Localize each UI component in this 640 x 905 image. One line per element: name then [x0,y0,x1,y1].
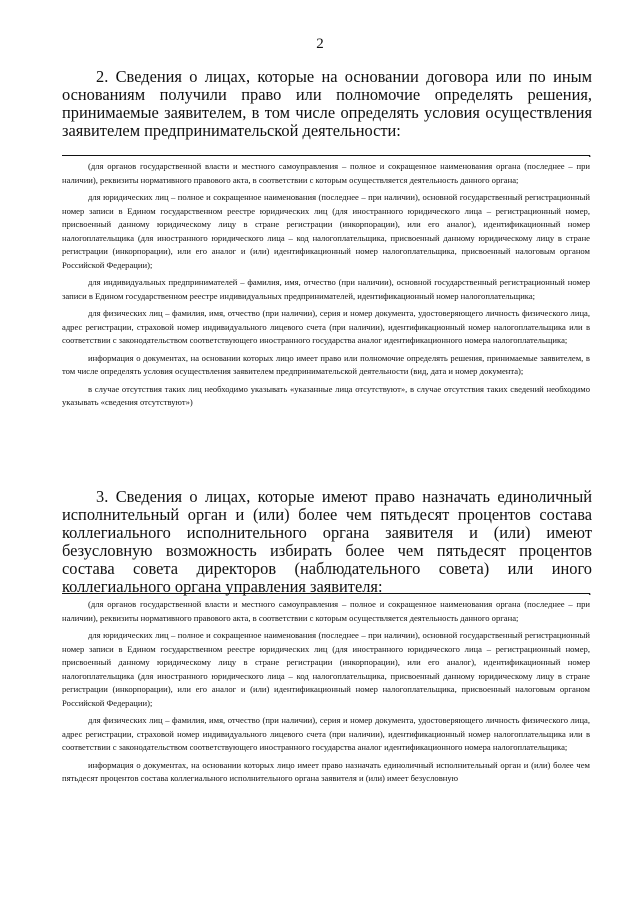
section-3-fill-line [62,593,590,594]
section-2-note-gov: (для органов государственной власти и местного самоуправления – полное и сокращенное наименования органа (последнее – при наличии), реквизиты нормативного правового акта, в соответствии с которым осуществляется деятельность данного органа; [62,161,590,185]
section-3-notes [62,598,590,786]
section-2-heading [62,68,592,140]
section-2-fill-line [62,155,590,156]
section-2-note-legal: для юридических лиц – полное и сокращенное наименования (последнее – при наличии), основной государственный регистрационный номер записи в Едином государственном реестре юридических лиц (для иностранного юридического лица – регистрационный номер, присвоенный данному юридическому лицу в стране регистрации (инкорпорации), или его аналог), идентификационный номер налогоплательщика (для иностранного юридического лица – код налогоплательщика, присвоенный данному юридическому лицу в стране регистрации (инкорпорации), или его аналог и (или) идентификационный номер налогоплательщика, присвоенный налоговым органом Российской Федерации); [62,192,590,270]
section-2-fill-end: . [588,146,592,161]
section-2-heading-text: 2. Сведения о лицах, которые на основании договора или по иным основаниям получили право или полномочие определять решения, принимаемые заявителем, в том числе определять условия осуществления заявителем предпринимательской деятельности: [62,67,592,140]
section-3-heading [62,487,592,599]
page-number: 2 [316,36,324,52]
section-3-note-documents: информация о документах, на основании которых лицо имеет право назначать единоличный исполнительный орган и (или) более чем пятьдесят процентов состава коллегиального исполнительного органа заявителя и (или) имеет безусловную [62,759,590,783]
section-2-note-absence: в случае отсутствия таких лиц необходимо указывать «указанные лица отсутствуют», в случае отсутствия таких сведений необходимо указывать «сведения отсутствуют») [62,383,590,407]
section-2-note-documents: информация о документах, на основании которых лицо имеет право или полномочие определять решения, принимаемые заявителем, в том числе определять условия осуществления заявителем предпринимательской деятельности (вид, дата и номер документа); [62,352,590,376]
section-3-fill-end: . [588,584,592,599]
section-3-note-gov: (для органов государственной власти и местного самоуправления – полное и сокращенное наименования органа (последнее – при наличии), реквизиты нормативного правового акта, в соответствии с которым осуществляется деятельность данного органа; [62,599,590,623]
section-2-notes [62,160,590,410]
section-2-note-individual: для физических лиц – фамилия, имя, отчество (при наличии), серия и номер документа, удостоверяющего личность физического лица, адрес регистрации, страховой номер индивидуального лицевого счета (при наличии), идентификационный номер налогоплательщика или в соответствии с законодательством соответствующего иностранного государства аналог идентификационного номера налогоплательщика; [62,308,590,345]
section-3-note-individual: для физических лиц – фамилия, имя, отчество (при наличии), серия и номер документа, удостоверяющего личность физического лица, адрес регистрации, страховой номер индивидуального лицевого счета (при наличии), идентификационный номер налогоплательщика или в соответствии с законодательством соответствующего иностранного государства аналог идентификационного номера налогоплательщика; [62,715,590,752]
section-3-note-legal: для юридических лиц – полное и сокращенное наименования (последнее – при наличии), основной государственный регистрационный номер записи в Едином государственном реестре юридических лиц (для иностранного юридического лица – регистрационный номер, присвоенный данному юридическому лицу в стране регистрации (инкорпорации), или его аналог), идентификационный номер налогоплательщика (для иностранного юридического лица – код налогоплательщика, присвоенный данному юридическому лицу в стране регистрации (инкорпорации), или его аналог и (или) идентификационный номер налогоплательщика, присвоенный налоговым органом Российской Федерации); [62,630,590,708]
section-3-heading-text: 3. Сведения о лицах, которые имеют право назначать единоличный исполнительный орган и (или) более чем пятьдесят процентов состава коллегиального исполнительного органа заявителя и (или) имеют безусловную возможность избирать более чем пятьдесят процентов состава совета директоров (наблюдательного совета) или иного коллегиального органа управления заявителя: [62,487,592,596]
section-2-note-entrepreneur: для индивидуальных предпринимателей – фамилия, имя, отчество (при наличии), основной государственный регистрационный номер записи в Едином государственном реестре индивидуальных предпринимателей, идентификационный номер налогоплательщика; [62,277,590,301]
